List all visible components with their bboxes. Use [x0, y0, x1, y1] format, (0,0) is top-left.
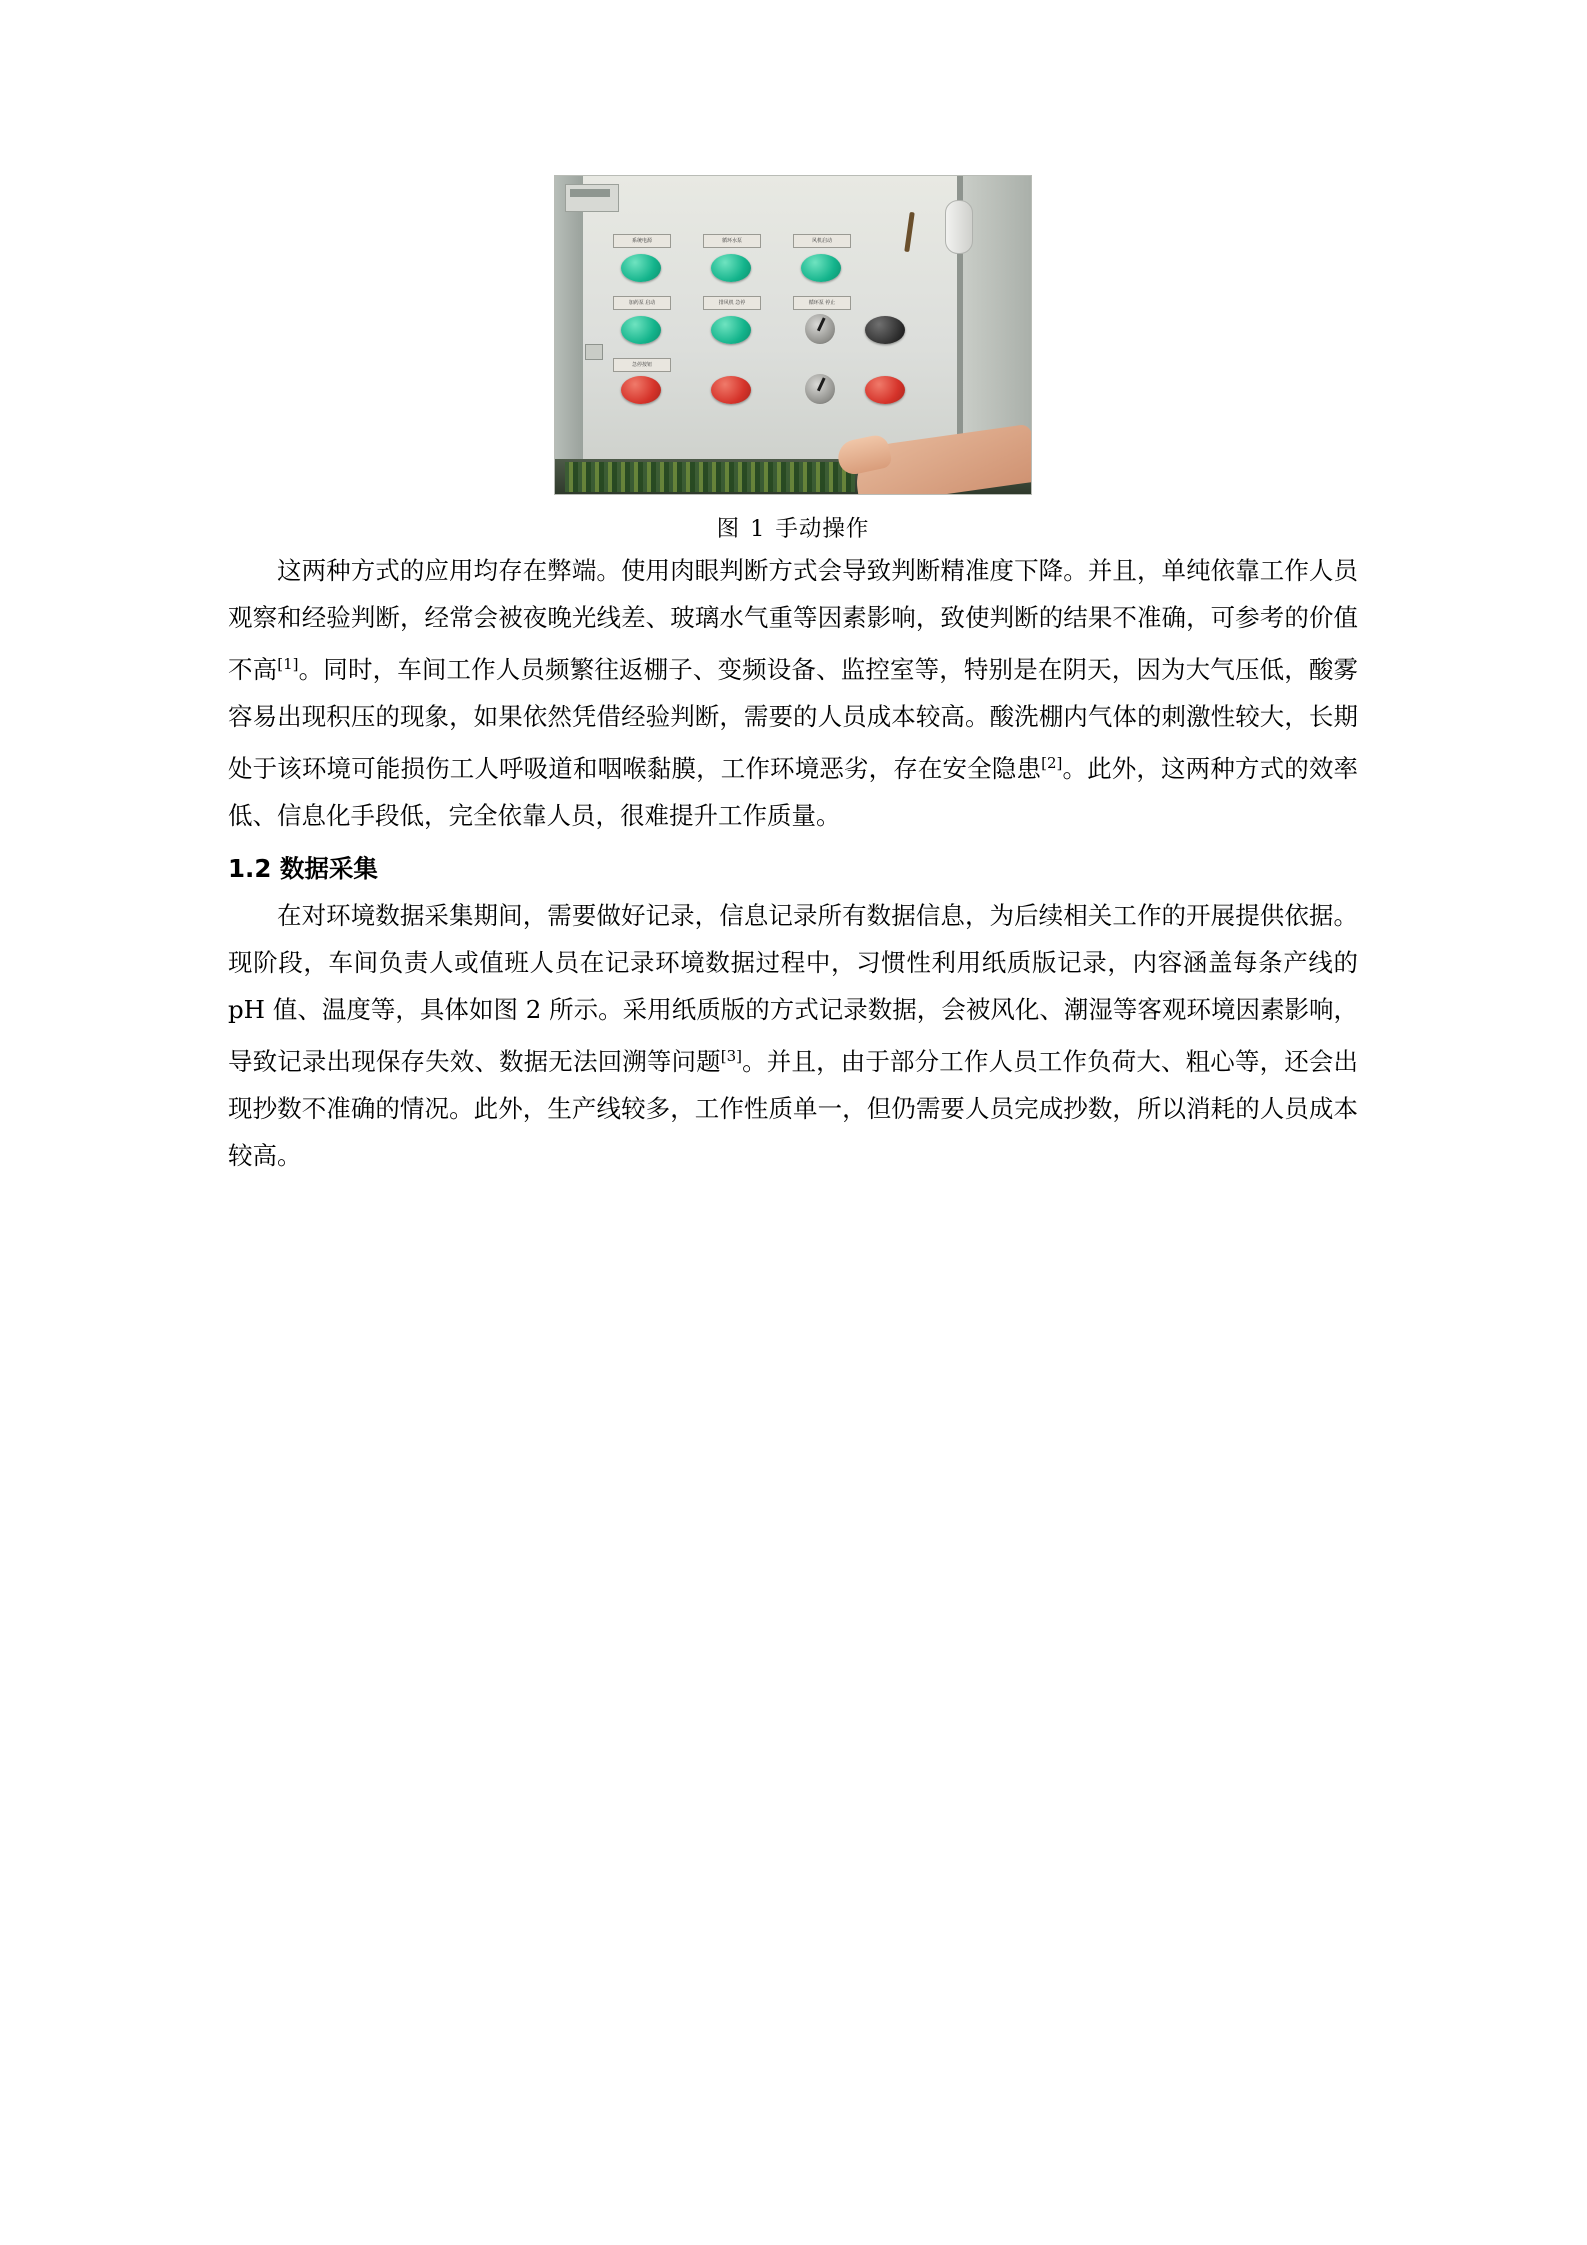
figure-caption-text: 手动操作	[775, 516, 870, 542]
ph-term: pH	[228, 995, 266, 1025]
figure-caption	[228, 511, 1358, 543]
reference-marker-2: [2]	[1041, 754, 1063, 773]
cabinet-left-edge	[555, 176, 583, 461]
meter-display-icon	[565, 184, 619, 212]
reference-marker-3: [3]	[720, 1047, 743, 1066]
green-button-5[interactable]	[711, 316, 751, 344]
selector-knob-2[interactable]	[805, 374, 835, 404]
green-button-1[interactable]	[621, 254, 661, 282]
cable-bundle	[565, 462, 855, 492]
reference-marker-1: [1]	[277, 655, 299, 673]
green-button-3[interactable]	[801, 254, 841, 282]
panel-label-4: 加药泵 启动	[613, 296, 671, 310]
section-heading-1-2: 1.2 数据采集	[228, 854, 378, 884]
paragraph-1: 这两种方式的应用均存在弊端。使用肉眼判断方式会导致判断精准度下降。并且，单纯依靠工作人员观察和经验判断，经常会被夜晚光线差、玻璃水气重等因素影响，致使判断的结果不准确，可参考的价值不高[1]。同时，车间工作人员频繁往返棚子、变频设备、监控室等，特别是在阴天，因为大气压低，酸雾容易出现积压的现象，如果依然凭借经验判断，需要的人员成本较高。酸洗棚内气体的刺激性较大，长期处于该环境可能损伤工人呼吸道和咽喉黏膜，工作环境恶劣，存在安全隐患[2]。此外，这两种方式的效率低、信息化手段低，完全依靠人员，很难提升工作质量。	[228, 556, 1359, 831]
panel-label-2: 循环水泵	[703, 234, 761, 248]
panel-label-5: 排风机 急停	[703, 296, 761, 310]
red-button-3[interactable]	[865, 376, 905, 404]
figure-caption-number: 1	[750, 516, 766, 542]
panel-label-1: 系统电源	[613, 234, 671, 248]
cabinet-door-handle[interactable]	[945, 200, 973, 254]
panel-label-6: 循环泵 停止	[793, 296, 851, 310]
panel-label-3: 风机启动	[793, 234, 851, 248]
figure-1	[228, 175, 1358, 543]
page-content	[228, 175, 1358, 1179]
red-button-2[interactable]	[711, 376, 751, 404]
figure-photo-control-panel	[554, 175, 1032, 495]
figure-caption-label: 图	[716, 516, 741, 542]
paragraph-2: 在对环境数据采集期间，需要做好记录，信息记录所有数据信息，为后续相关工作的开展提供依据。现阶段，车间负责人或值班人员在记录环境数据过程中，习惯性利用纸质版记录，内容涵盖每条产线的 pH 值、温度等，具体如图 2 所示。采用纸质版的方式记录数据，会被风化、潮湿等客观环境因素影响，导致记录出现保存失效、数据无法回溯等问题[3]。并且，由于部分工作人员工作负荷大、粗心等，还会出现抄数不准确的情况。此外，生产线较多，工作性质单一，但仍需要人员完成抄数，所以消耗的人员成本较高。	[228, 901, 1359, 1171]
dark-button-1[interactable]	[865, 316, 905, 344]
selector-knob-1[interactable]	[805, 314, 835, 344]
green-button-2[interactable]	[711, 254, 751, 282]
panel-label-7: 急停按钮	[613, 358, 671, 372]
red-button-1[interactable]	[621, 376, 661, 404]
nameplate-icon	[585, 344, 603, 360]
cabinet-right-side	[963, 176, 1032, 461]
green-button-4[interactable]	[621, 316, 661, 344]
